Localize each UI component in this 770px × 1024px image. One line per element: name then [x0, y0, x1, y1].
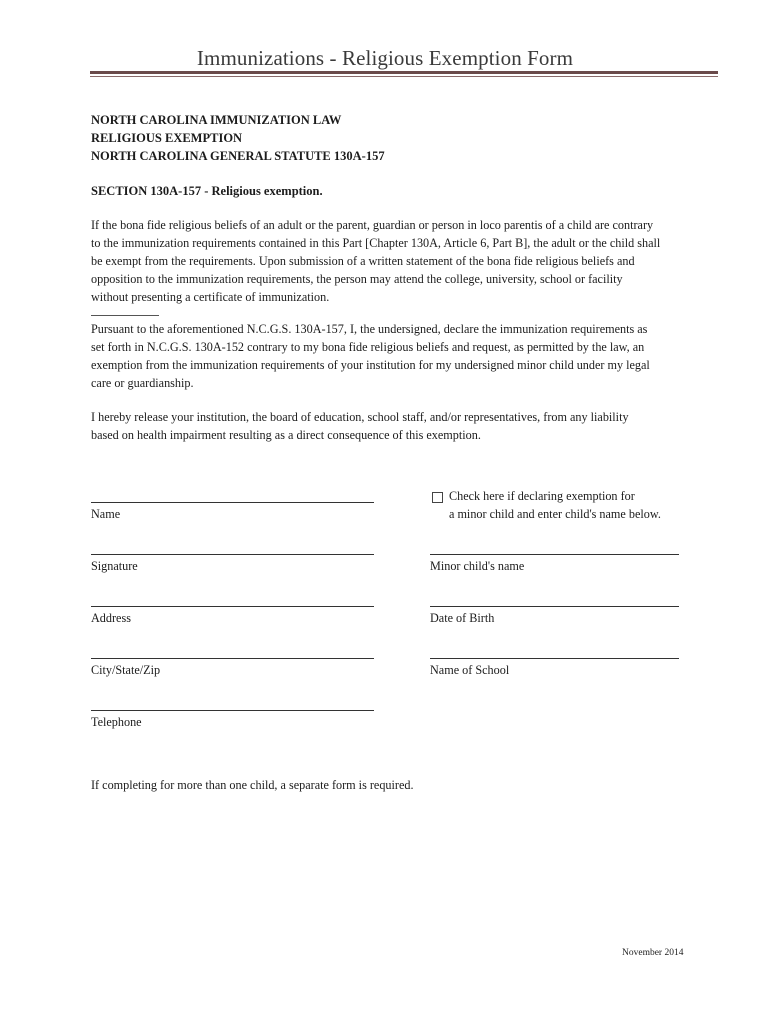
minor-child-name-field-line[interactable] [430, 554, 679, 555]
school-name-field-line[interactable] [430, 658, 679, 659]
release-paragraph [91, 408, 721, 444]
telephone-label: Telephone [91, 715, 142, 729]
city-state-zip-label: City/State/Zip [91, 663, 161, 677]
address-field-line[interactable] [91, 606, 374, 607]
heading-exemption: RELIGIOUS EXEMPTION [91, 131, 243, 145]
address-label: Address [91, 611, 131, 625]
title-rule-thick [90, 71, 718, 74]
heading-statute: NORTH CAROLINA GENERAL STATUTE 130A-157 [91, 149, 385, 163]
form-title: Immunizations - Religious Exemption Form [196, 46, 574, 70]
section-title: SECTION 130A-157 - Religious exemption. [91, 184, 323, 198]
separate-form-note: If completing for more than one child, a separate form is required. [91, 778, 414, 792]
signature-label: Signature [91, 559, 138, 573]
statute-line: be exempt from the requirements. Upon submission of a written statement of the bona fide religious beliefs and [91, 254, 635, 268]
declaration-line: set forth in N.C.G.S. 130A-152 contrary to my bona fide religious beliefs and request, as permitted by the law, an [91, 340, 645, 354]
date-of-birth-field-line[interactable] [430, 606, 679, 607]
statute-line: If the bona fide religious beliefs of an adult or the parent, guardian or person in loco parentis of a child are contrary [91, 218, 654, 232]
declaration-line: Pursuant to the aforementioned N.C.G.S. 130A-157, I, the undersigned, declare the immunization requirements as [91, 322, 648, 336]
checkbox-label-line2: a minor child and enter child's name below. [449, 507, 661, 521]
date-of-birth-label: Date of Birth [430, 611, 495, 625]
minor-child-name-label: Minor child's name [430, 559, 525, 573]
statute-line: to the immunization requirements contained in this Part [Chapter 130A, Article 6, Part B], the adult or the child shall [91, 236, 661, 250]
telephone-field-line[interactable] [91, 710, 374, 711]
footer-date: November 2014 [622, 948, 684, 958]
title-rule-thin [90, 76, 718, 77]
declaration-paragraph [91, 320, 721, 392]
statute-line: without presenting a certificate of immunization. [91, 290, 330, 304]
section-divider [91, 315, 159, 316]
statute-paragraph [91, 216, 721, 306]
declaration-line: exemption from the immunization requirements of your institution for my undersigned minor child under my legal [91, 358, 650, 372]
checkbox-label-line1: Check here if declaring exemption for [449, 489, 635, 503]
name-label: Name [91, 507, 121, 521]
school-name-label: Name of School [430, 663, 510, 677]
signature-field-line[interactable] [91, 554, 374, 555]
statute-line: opposition to the immunization requirements, the person may attend the college, university, school or facility [91, 272, 623, 286]
declaration-line: care or guardianship. [91, 376, 194, 390]
release-line: based on health impairment resulting as a direct consequence of this exemption. [91, 428, 481, 442]
heading-law: NORTH CAROLINA IMMUNIZATION LAW [91, 113, 342, 127]
name-field-line[interactable] [91, 502, 374, 503]
release-line: I hereby release your institution, the board of education, school staff, and/or representatives, from any liability [91, 410, 629, 424]
minor-child-checkbox[interactable] [432, 492, 443, 503]
city-state-zip-field-line[interactable] [91, 658, 374, 659]
